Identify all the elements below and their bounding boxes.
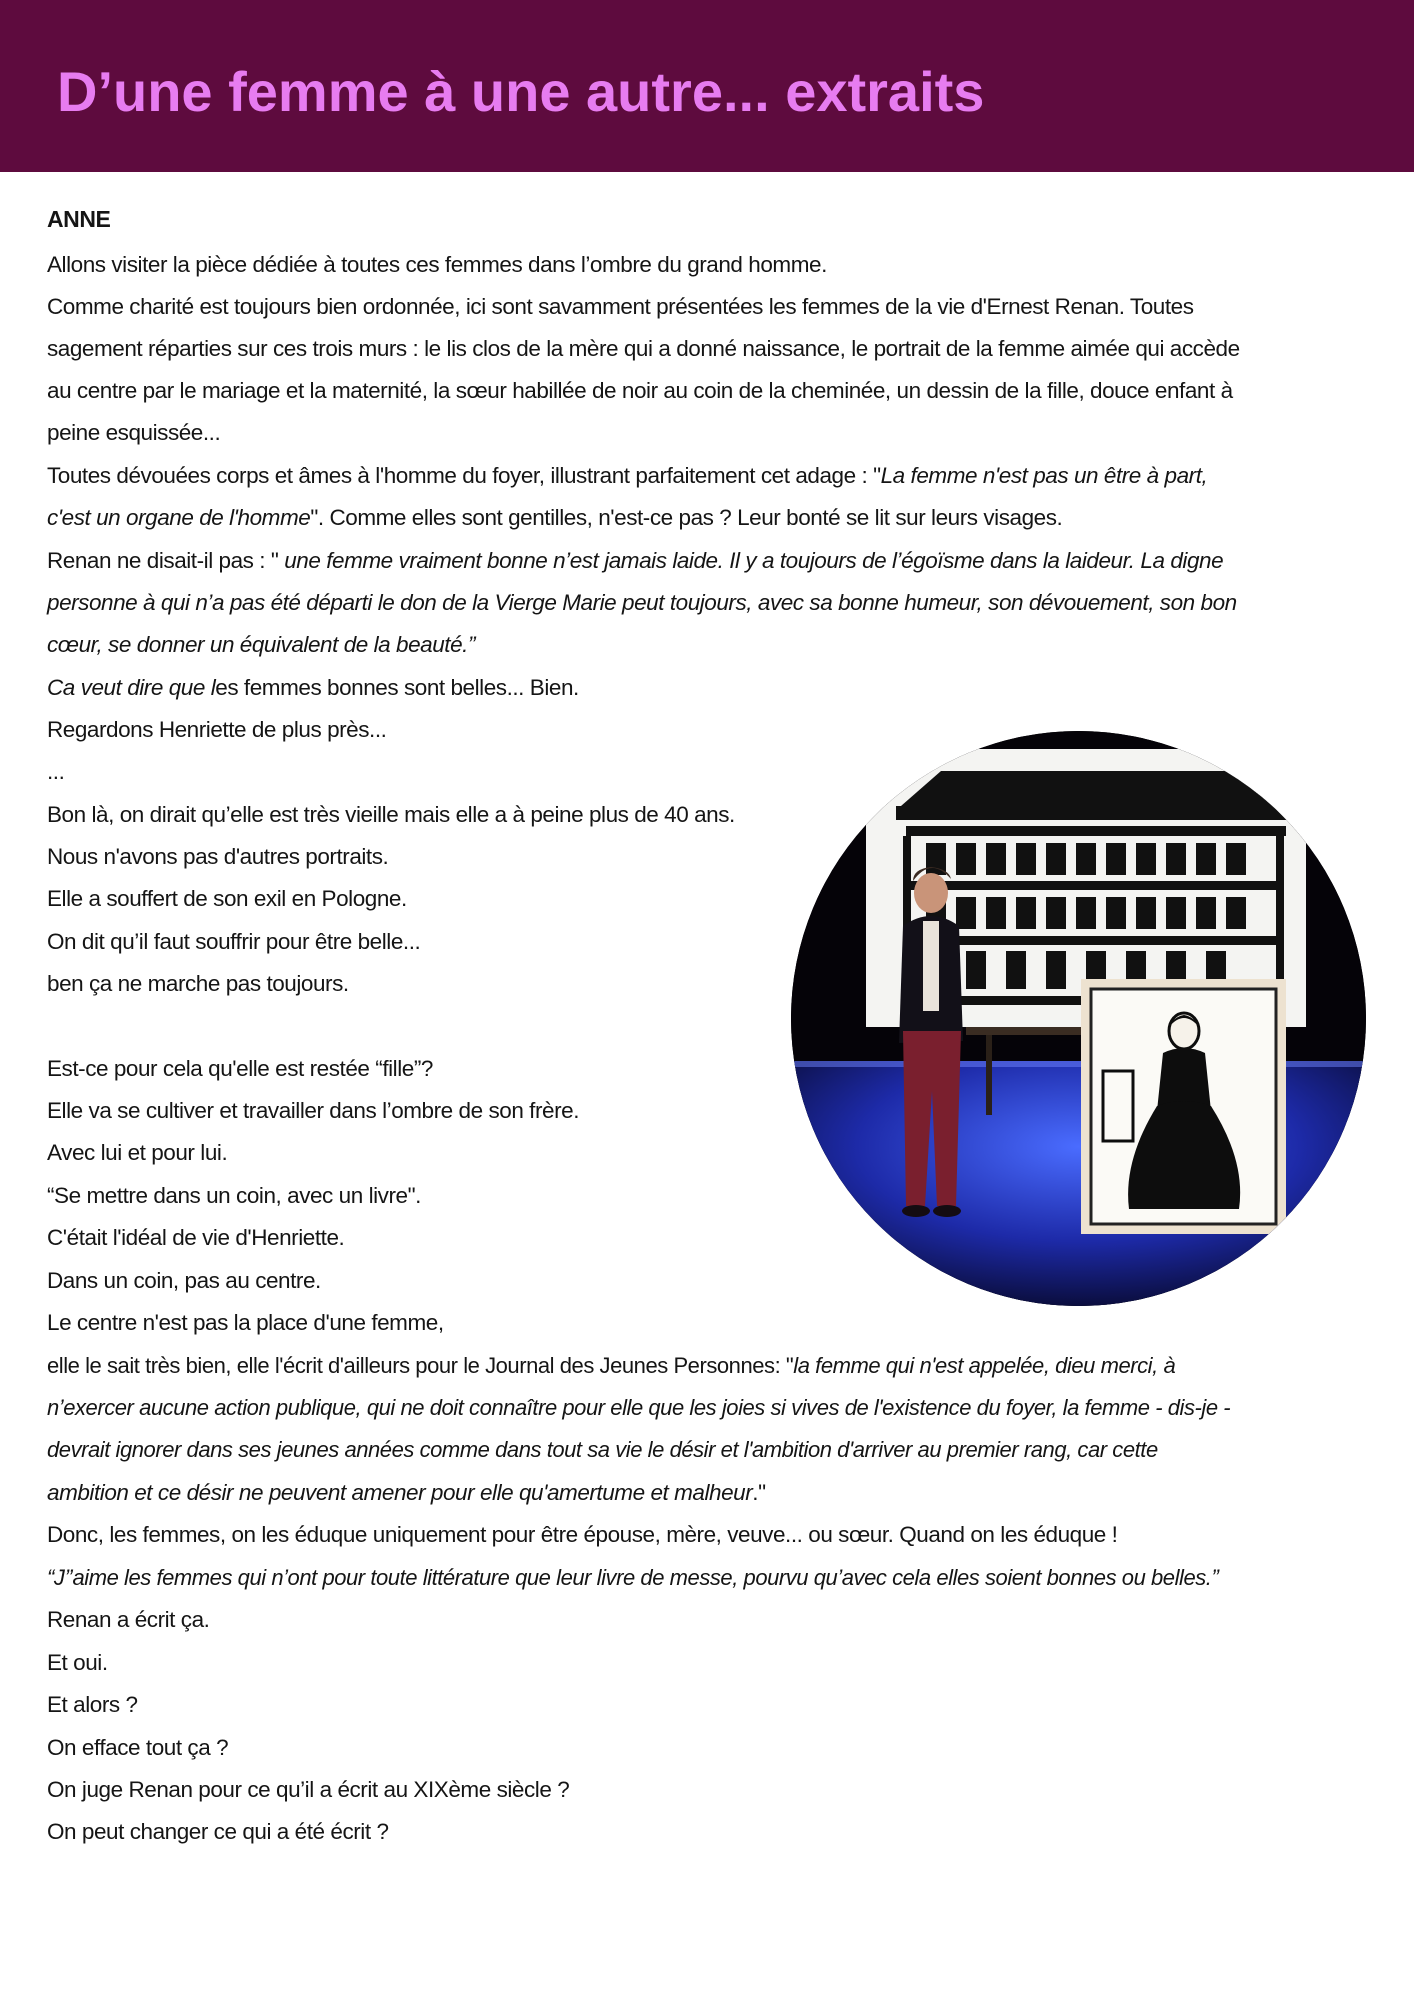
text-line: C'était l'idéal de vie d'Henriette.	[47, 1225, 345, 1250]
text-line: Nous n'avons pas d'autres portraits.	[47, 844, 389, 869]
quote-span: “J’’aime les femmes qui n’ont pour toute littérature que leur livre de messe, pourvu qu’avec cela elles soient bonnes ou belles.”	[47, 1565, 1219, 1590]
text-line: Comme charité est toujours bien ordonnée, ici sont savamment présentées les femmes de la vie d'Ernest Renan. Toutes	[47, 294, 1194, 319]
text-line	[47, 1345, 1175, 1387]
text-span: ". Comme elles sont gentilles, n'est-ce pas ? Leur bonté se lit sur leurs visages.	[310, 505, 1063, 530]
text-line	[47, 1557, 1218, 1599]
text-line	[47, 667, 579, 709]
text-line: On peut changer ce qui a été écrit ?	[47, 1819, 389, 1844]
text-line	[47, 582, 1237, 624]
text-line: Et alors ?	[47, 1692, 138, 1717]
text-line: “Se mettre dans un coin, avec un livre".	[47, 1183, 421, 1208]
text-span: ."	[752, 1480, 766, 1505]
text-line	[47, 1429, 1158, 1471]
text-line: Et oui.	[47, 1650, 108, 1675]
text-line	[47, 497, 1062, 539]
text-line: Regardons Henriette de plus près...	[47, 717, 387, 742]
text-line	[47, 540, 1223, 582]
text-line: ben ça ne marche pas toujours.	[47, 971, 349, 996]
text-line: au centre par le mariage et la maternité, la sœur habillée de noir au coin de la cheminée, un dessin de la fille, douce enfant à	[47, 378, 1233, 403]
quote-span: c'est un organe de l'homme	[47, 505, 311, 530]
text-line	[47, 1472, 766, 1514]
text-line: Donc, les femmes, on les éduque uniquement pour être épouse, mère, veuve... ou sœur. Quand on les éduque !	[47, 1522, 1118, 1547]
quote-span: n’exercer aucune action publique, qui ne doit connaître pour elle que les joies si vives de l'existence du foyer, la femme - dis-je -	[47, 1395, 1231, 1420]
text-line: Elle va se cultiver et travailler dans l’ombre de son frère.	[47, 1098, 579, 1123]
text-span: Renan ne disait-il pas : "	[47, 548, 285, 573]
text-line: On efface tout ça ?	[47, 1735, 229, 1760]
text-span: Toutes dévouées corps et âmes à l'homme du foyer, illustrant parfaitement cet adage : "	[47, 463, 881, 488]
text-line	[47, 624, 475, 666]
speaker-name: ANNE	[47, 206, 111, 232]
quote-span: devrait ignorer dans ses jeunes années comme dans tout sa vie le désir et l'ambition d'arriver au premier rang, car cette	[47, 1437, 1158, 1462]
text-line: peine esquissée...	[47, 420, 221, 445]
quote-span: La femme n'est pas un être à part,	[880, 463, 1208, 488]
text-line	[47, 1387, 1230, 1429]
text-line: Dans un coin, pas au centre.	[47, 1268, 321, 1293]
text-line: ...	[47, 759, 65, 784]
text-line: Renan a écrit ça.	[47, 1607, 210, 1632]
quote-span: ambition et ce désir ne peuvent amener pour elle qu'amertume et malheur	[47, 1480, 753, 1505]
text-span: elle le sait très bien, elle l'écrit d'ailleurs pour le Journal des Jeunes Personnes: "	[47, 1353, 794, 1378]
stage-photo-icon	[791, 731, 1366, 1306]
stage-photo	[791, 731, 1366, 1306]
quote-span: personne à qui n’a pas été départi le don de la Vierge Marie peut toujours, avec sa bonne humeur, son dévouement, son bon	[47, 590, 1237, 615]
text-line: Avec lui et pour lui.	[47, 1140, 228, 1165]
text-line: Bon là, on dirait qu’elle est très vieille mais elle a à peine plus de 40 ans.	[47, 802, 735, 827]
text-line: sagement réparties sur ces trois murs : le lis clos de la mère qui a donné naissance, le portrait de la femme aimée qui accède	[47, 336, 1240, 361]
quote-span: Ca veut dire que l	[47, 675, 216, 700]
title-banner	[0, 0, 1414, 172]
text-line: Est-ce pour cela qu'elle est restée “fille”?	[47, 1056, 433, 1081]
page-title: D’une femme à une autre... extraits	[57, 60, 985, 123]
text-span: es femmes bonnes sont belles... Bien.	[215, 675, 579, 700]
text-line: Le centre n'est pas la place d'une femme,	[47, 1310, 444, 1335]
text-line	[47, 455, 1207, 497]
quote-span: cœur, se donner un équivalent de la beauté.”	[47, 632, 475, 657]
quote-span: la femme qui n'est appelée, dieu merci, à	[793, 1353, 1176, 1378]
text-line: On juge Renan pour ce qu’il a écrit au XIXème siècle ?	[47, 1777, 570, 1802]
text-line: On dit qu’il faut souffrir pour être belle...	[47, 929, 421, 954]
text-line: Allons visiter la pièce dédiée à toutes ces femmes dans l’ombre du grand homme.	[47, 252, 827, 277]
text-line: Elle a souffert de son exil en Pologne.	[47, 886, 407, 911]
quote-span: une femme vraiment bonne n’est jamais laide. Il y a toujours de l’égoïsme dans la laideur. La digne	[284, 548, 1224, 573]
